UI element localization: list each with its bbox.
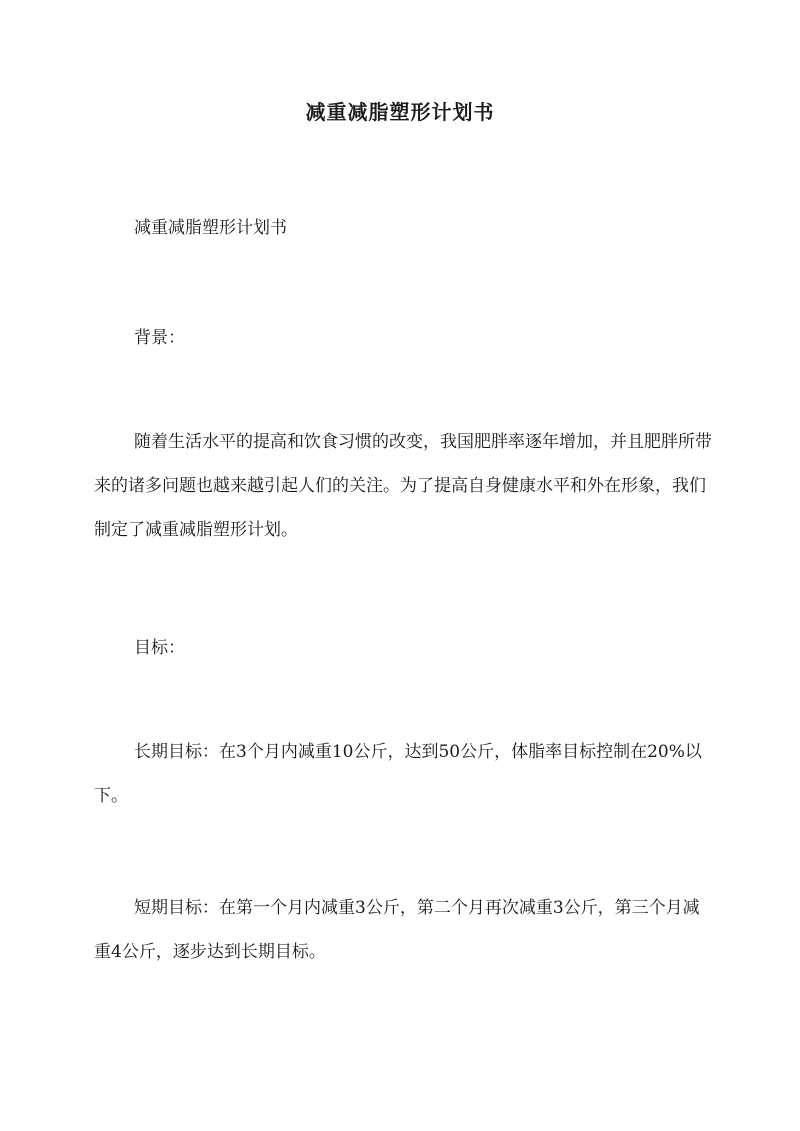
goals-heading: 目标： [134,638,185,658]
long-term-goal-paragraph: 长期目标：在3个月内减重10公斤，达到50公斤，体脂率目标控制在20%以下。 [94,742,702,806]
document-subtitle: 减重减脂塑形计划书 [134,218,287,238]
document-title: 减重减脂塑形计划书 [305,100,495,124]
short-term-goal-paragraph: 短期目标：在第一个月内减重3公斤，第二个月再次减重3公斤，第三个月减重4公斤，逐步达到长期目标。 [94,898,700,962]
background-heading: 背景： [134,328,185,348]
background-paragraph: 随着生活水平的提高和饮食习惯的改变，我国肥胖率逐年增加，并且肥胖所带来的诸多问题也越来越引起人们的关注。为了提高自身健康水平和外在形象，我们制定了减重减脂塑形计划。 [94,432,712,540]
